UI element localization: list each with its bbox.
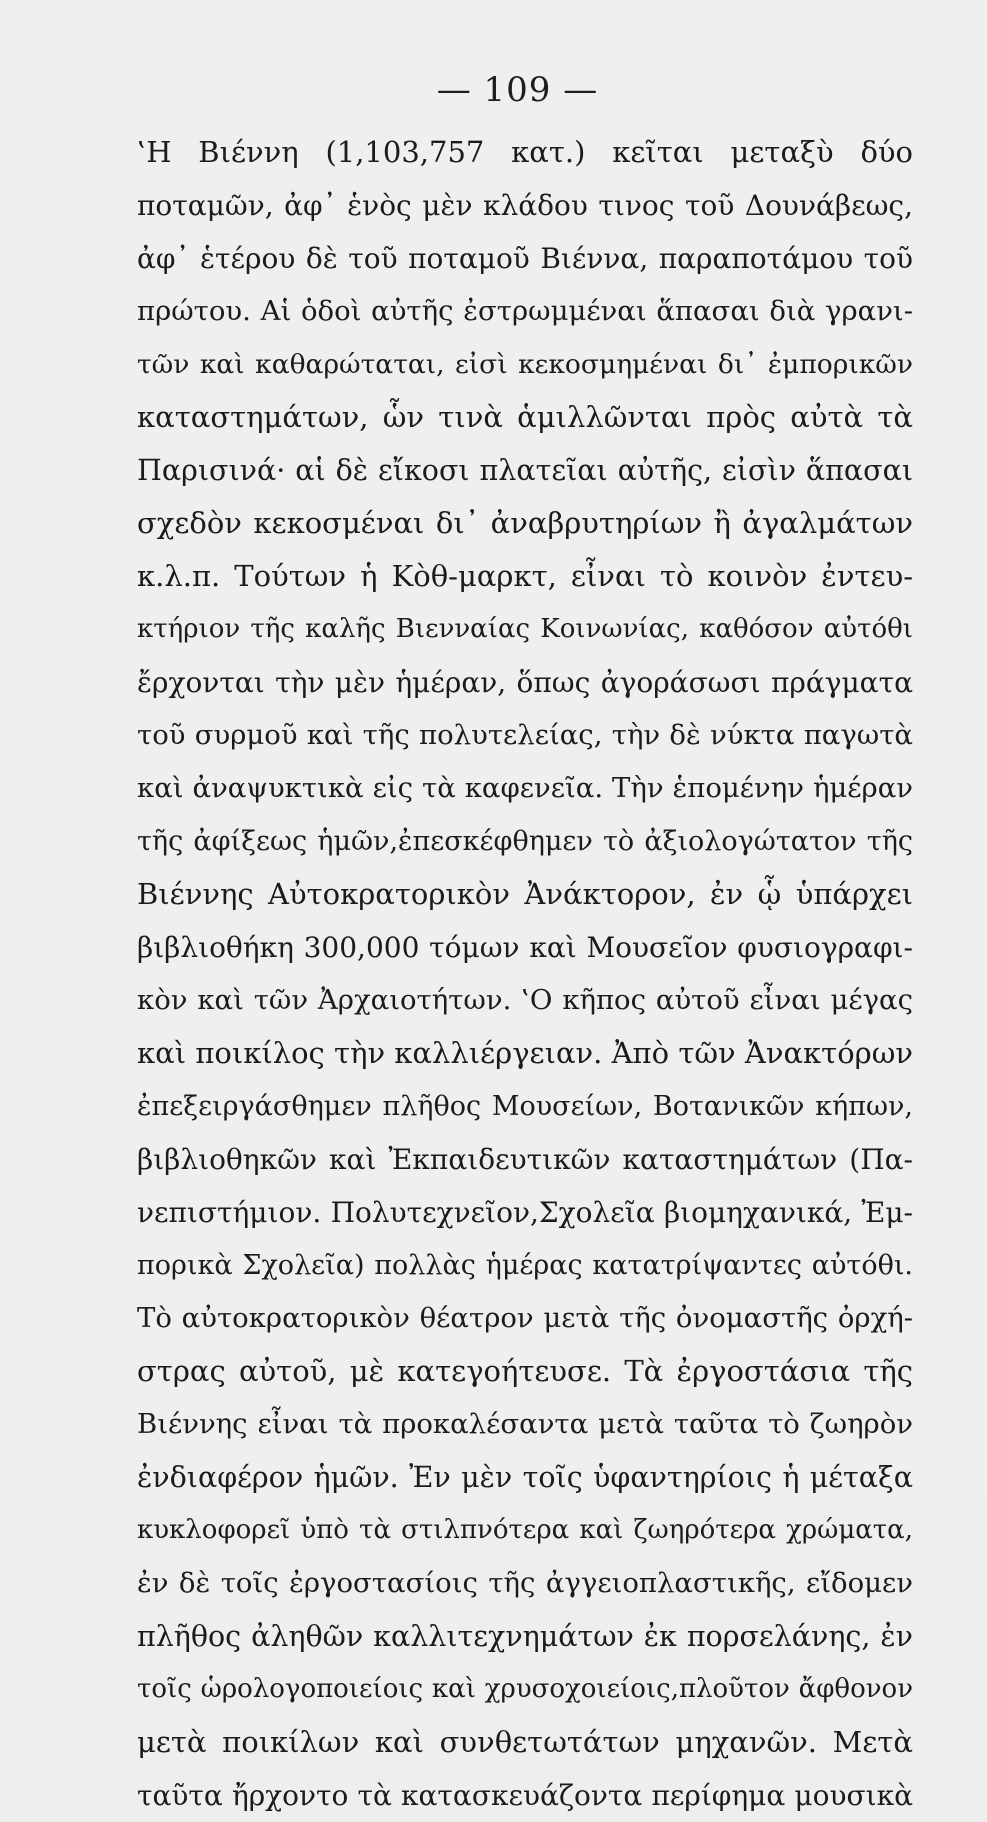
text-line: νεπιστήμιον. Πολυτεχνεῖον,Σχολεῖα βιομηχανικά, Ἐμ- (137, 1196, 913, 1229)
text-line: πορικὰ Σχολεῖα) πολλὰς ἡμέρας κατατρίψαντες αὐτόθι. (137, 1250, 913, 1281)
text-line: σχεδὸν κεκοσμέναι δι᾽ ἀναβρυτηρίων ἢ ἀγαλμάτων (137, 506, 913, 540)
page-number: — 109 — (436, 70, 599, 110)
text-line: μετὰ ποικίλων καὶ συνθετωτάτων μηχανῶν. Μετὰ (137, 1725, 913, 1759)
text-line: κυκλοφορεῖ ὑπὸ τὰ στιλπνότερα καὶ ζωηρότερα χρώματα, (137, 1515, 913, 1545)
text-line: ἐν δὲ τοῖς ἐργοστασίοις τῆς ἀγγειοπλαστικῆς, εἴδομεν (137, 1567, 913, 1599)
text-line: Βιέννης Αὐτοκρατορικὸν Ἀνάκτορον, ἐν ᾧ ὑπάρχει (137, 877, 913, 911)
text-line: ἀφ᾽ ἑτέρου δὲ τοῦ ποταμοῦ Βιέννα, παραποτάμου τοῦ (137, 242, 913, 275)
text-line: καὶ ἀναψυκτικὰ εἰς τὰ καφενεῖα. Τὴν ἑπομένην ἡμέραν (137, 772, 913, 804)
body-text (137, 126, 913, 1822)
text-line: κὸν καὶ τῶν Ἀρχαιοτήτων. ‛Ο κῆπος αὐτοῦ εἶναι μέγας (137, 984, 913, 1016)
text-line: ἐνδιαφέρον ἡμῶν. Ἐν μὲν τοῖς ὑφαντηρίοις ἡ μέταξα (137, 1461, 913, 1494)
text-line: πρώτου. Αἱ ὁδοὶ αὐτῆς ἐστρωμμέναι ἅπασαι διὰ γρανι- (137, 295, 913, 327)
text-line: βιβλιοθηκῶν καὶ Ἐκπαιδευτικῶν καταστημάτων (Πα- (137, 1143, 913, 1176)
text-line: τῆς ἀφίξεως ἡμῶν,ἐπεσκέφθημεν τὸ ἀξιολογώτατον τῆς (137, 826, 913, 857)
text-line: κτήριον τῆς καλῆς Βιενναίας Κοινωνίας, καθόσον αὐτόθι (137, 614, 913, 644)
text-line: Παρισινά· αἱ δὲ εἴκοσι πλατεῖαι αὐτῆς, εἰσὶν ἅπασαι (137, 454, 913, 487)
text-line: Βιέννης εἶναι τὰ προκαλέσαντα μετὰ ταῦτα τὸ ζωηρὸν (137, 1408, 913, 1440)
text-line: καταστημάτων, ὧν τινὰ ἁμιλλῶνται πρὸς αὐτὰ τὰ (137, 400, 913, 434)
text-line: τοῦ συρμοῦ καὶ τῆς πολυτελείας, τὴν δὲ νύκτα παγωτὰ (137, 719, 913, 751)
text-line: ἔρχονται τὴν μὲν ἡμέραν, ὅπως ἀγοράσωσι πράγματα (137, 666, 913, 699)
text-line: ταῦτα ἤρχοντο τὰ κατασκευάζοντα περίφημα μουσικὰ (137, 1779, 913, 1812)
text-line: βιβλιοθήκη 300,000 τόμων καὶ Μουσεῖον φυσιογραφι- (137, 931, 913, 964)
text-line: Τὸ αὐτοκρατορικὸν θέατρον μετὰ τῆς ὀνομαστῆς ὀρχή- (137, 1302, 913, 1334)
text-line: ποταμῶν, ἀφ᾽ ἑνὸς μὲν κλάδου τινος τοῦ Δουνάβεως, (137, 189, 913, 222)
text-line: τοῖς ὡρολογοποιείοις καὶ χρυσοχοιείοις,πλοῦτον ἄφθονον (137, 1674, 913, 1704)
text-line: στρας αὐτοῦ, μὲ κατεγοήτευσε. Τὰ ἐργοστάσια τῆς (137, 1354, 913, 1388)
text-line: κ.λ.π. Τούτων ἡ Κὸθ-μαρκτ, εἶναι τὸ κοινὸν ἐντευ- (137, 559, 913, 593)
text-line: τῶν καὶ καθαρώταται, εἰσὶ κεκοσμημέναι δι᾽ ἐμπορικῶν (137, 349, 913, 380)
text-line: πλῆθος ἀληθῶν καλλιτεχνημάτων ἐκ πορσελάνης, ἐν (137, 1620, 913, 1653)
text-line: ‛Η Βιέννη (1,103,757 κατ.) κεῖται μεταξὺ δύο (137, 135, 913, 169)
text-line: ἐπεξειργάσθημεν πλῆθος Μουσείων, Βοτανικῶν κήπων, (137, 1091, 913, 1122)
text-line: καὶ ποικίλος τὴν καλλιέργειαν. Ἀπὸ τῶν Ἀνακτόρων (137, 1036, 913, 1070)
